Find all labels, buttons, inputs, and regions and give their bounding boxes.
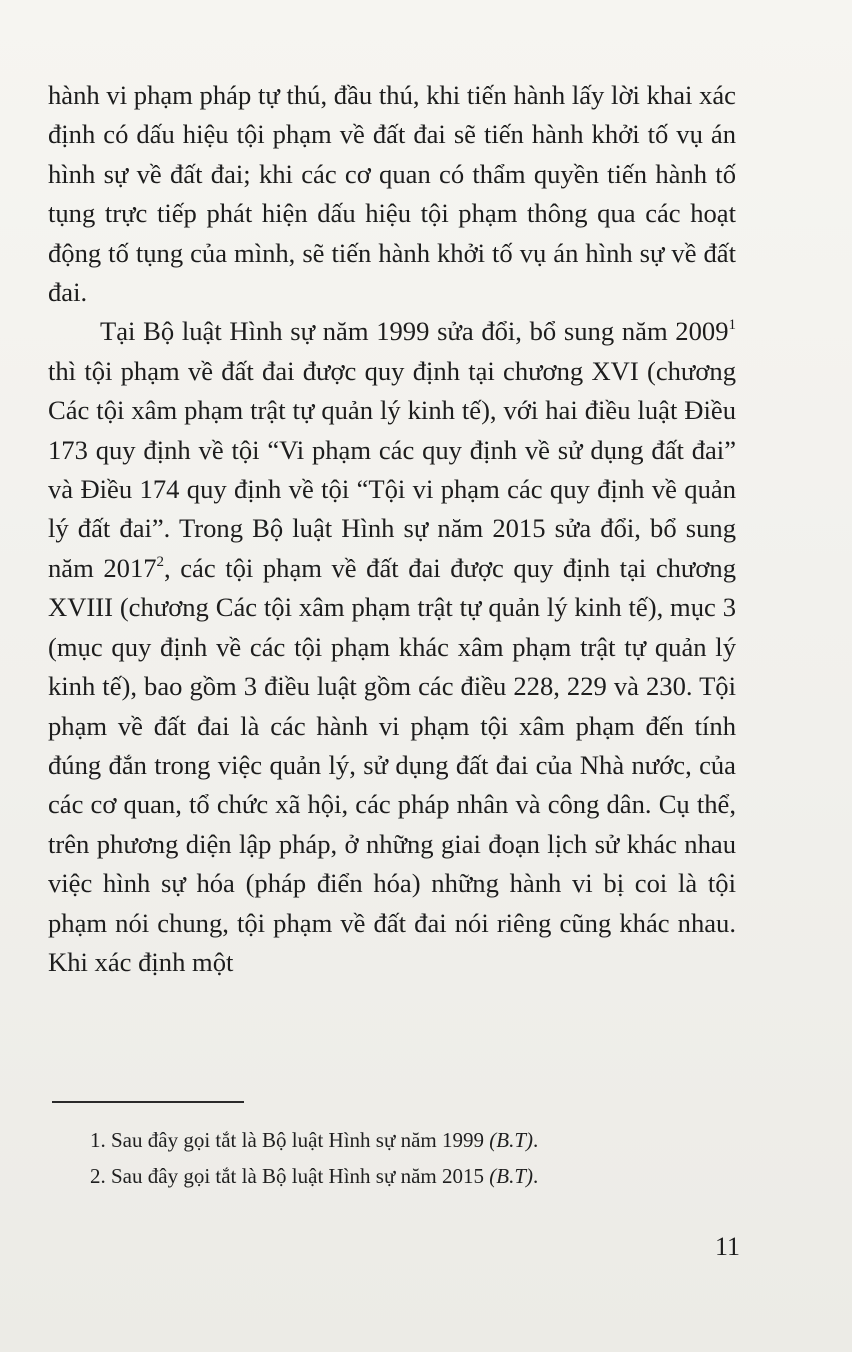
body-text — [48, 76, 736, 982]
footnote-end: . — [533, 1128, 539, 1152]
paragraph-2 — [48, 312, 736, 982]
paragraph-1 — [48, 76, 736, 312]
paragraph-text: , các tội phạm về đất đai được quy định tại chương XVIII (chương Các tội xâm phạm trật tự quản lý kinh tế), mục 3 (mục quy định về các tội phạm khác xâm phạm trật tự quản lý kinh tế), bao gồm 3 điều luật gồm các điều 228, 229 và 230. Tội phạm về đất đai là các hành vi phạm tội xâm phạm đến tính đúng đắn trong việc quản lý, sử dụng đất đai của Nhà nước, của các cơ quan, tổ chức xã hội, các pháp nhân và công dân. Cụ thể, trên phương diện lập pháp, ở những giai đoạn lịch sử khác nhau việc hình sự hóa (pháp điển hóa) những hành vi bị coi là tội phạm nói chung, tội phạm về đất đai nói riêng cũng khác nhau. Khi xác định một — [48, 552, 736, 977]
footnote-1 — [90, 1122, 730, 1158]
footnotes — [90, 1122, 730, 1194]
footnote-divider — [52, 1101, 244, 1103]
paragraph-text: Tại Bộ luật Hình sự năm 1999 sửa đổi, bổ sung năm 2009 — [100, 316, 729, 347]
footnote-source: (B.T) — [489, 1164, 534, 1188]
page-number: 11 — [714, 1232, 740, 1261]
footnote-end: . — [533, 1164, 539, 1188]
paragraph-text: thì tội phạm về đất đai được quy định tại chương XVI (chương Các tội xâm phạm trật tự quản lý kinh tế), với hai điều luật Điều 173 quy định về tội “Vi phạm các quy định về sử dụng đất đai” và Điều 174 quy định về tội “Tội vi phạm các quy định về quản lý đất đai”. Trong Bộ luật Hình sự năm 2015 sửa đổi, bổ sung năm 2017 — [48, 355, 736, 583]
footnote-ref-2: 2 — [156, 553, 165, 570]
paragraph-text: hành vi phạm pháp tự thú, đầu thú, khi tiến hành lấy lời khai xác định có dấu hiệu tội phạm về đất đai sẽ tiến hành khởi tố vụ án hình sự về đất đai; khi các cơ quan có thẩm quyền tiến hành tố tụng trực tiếp phát hiện dấu hiệu tội phạm thông qua các hoạt động tố tụng của mình, sẽ tiến hành khởi tố vụ án hình sự về đất đai. — [48, 80, 736, 308]
footnote-text: 1. Sau đây gọi tắt là Bộ luật Hình sự năm 1999 — [90, 1128, 490, 1152]
footnote-ref-1: 1 — [728, 317, 736, 334]
footnote-2 — [90, 1158, 730, 1194]
footnote-source: (B.T) — [489, 1128, 534, 1152]
footnote-text: 2. Sau đây gọi tắt là Bộ luật Hình sự năm 2015 — [90, 1164, 490, 1188]
